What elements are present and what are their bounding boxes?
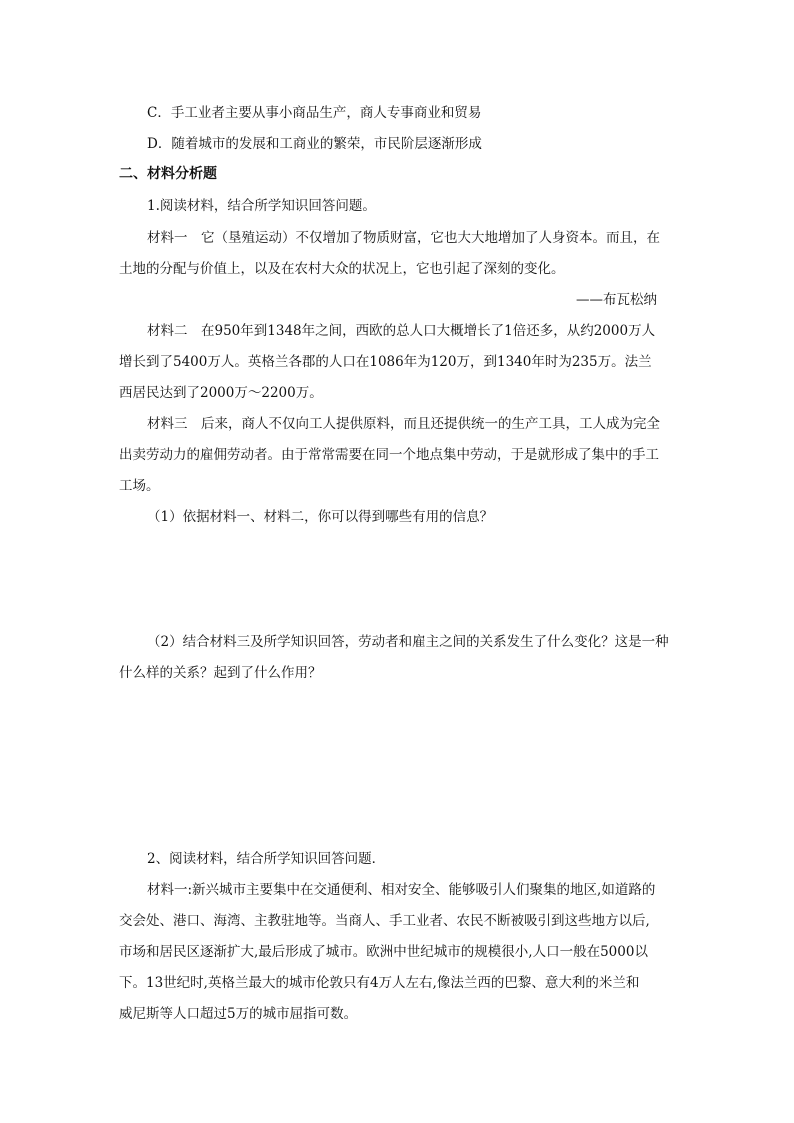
q2-material-1-line-1: 材料一:新兴城市主要集中在交通便利、相对安全、能够吸引人们聚集的地区,如道路的 [147, 882, 656, 898]
material-2-line-3: 西居民达到了2000万～2200万。 [119, 385, 323, 401]
question-1-intro: 1.阅读材料，结合所学知识回答问题。 [147, 198, 376, 214]
material-3-line-2: 出卖劳动力的雇佣劳动者。由于常常需要在同一个地点集中劳动，于是就形成了集中的手工 [119, 447, 659, 463]
option-c: C．手工业者主要从事小商品生产，商人专事商业和贸易 [147, 105, 482, 121]
material-3-line-1: 材料三 后来，商人不仅向工人提供原料，而且还提供统一的生产工具，工人成为完全 [147, 416, 660, 432]
material-2-line-1: 材料二 在950年到1348年之间，西欧的总人口大概增长了1倍还多，从约2000万人 [147, 323, 656, 339]
sub-question-2-line-2: 什么样的关系？起到了什么作用？ [119, 665, 322, 681]
sub-question-2-line-1: （2）结合材料三及所学知识回答，劳动者和雇主之间的关系发生了什么变化？这是一种 [147, 634, 669, 650]
q2-material-1-line-4: 下。13世纪时,英格兰最大的城市伦敦只有4万人左右,像法兰西的巴黎、意大利的米兰和 [119, 975, 640, 991]
section-heading: 二、材料分析题 [119, 166, 217, 182]
question-2-intro: 2、阅读材料，结合所学知识回答问题． [147, 851, 386, 867]
q2-material-1-line-3: 市场和居民区逐渐扩大,最后形成了城市。欧洲中世纪城市的规模很小,人口一般在5000以 [119, 944, 648, 960]
q2-material-1-line-5: 威尼斯等人口超过5万的城市屈指可数。 [119, 1006, 358, 1022]
material-1-line-1: 材料一 它（垦殖运动）不仅增加了物质财富，它也大大地增加了人身资本。而且，在 [147, 230, 660, 246]
material-1-line-2: 土地的分配与价值上，以及在农村大众的状况上，它也引起了深刻的变化。 [119, 261, 565, 277]
q2-material-1-line-2: 交会处、港口、海湾、主教驻地等。当商人、手工业者、农民不断被吸引到这些地方以后, [119, 913, 650, 929]
material-3-line-3: 工场。 [119, 478, 160, 494]
option-d: D．随着城市的发展和工商业的繁荣，市民阶层逐渐形成 [147, 136, 482, 152]
material-2-line-2: 增长到了5400万人。英格兰各郡的人口在1086年为120万，到1340年时为235万。法兰 [119, 354, 652, 370]
material-1-source: ——布瓦松纳 [576, 292, 657, 308]
sub-question-1: （1）依据材料一、材料二，你可以得到哪些有用的信息？ [147, 509, 494, 525]
